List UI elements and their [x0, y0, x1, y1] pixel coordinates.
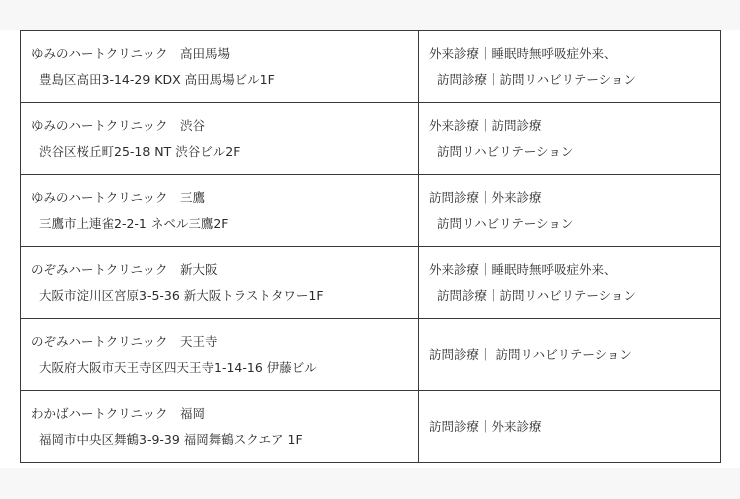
table-row: [21, 103, 721, 175]
clinic-cell: [21, 175, 419, 247]
clinic-name: のぞみハートクリニック 天王寺: [31, 333, 218, 349]
table-row: [21, 31, 721, 103]
services-line: 訪問リハビリテーション: [437, 143, 574, 159]
services-line: 訪問診療｜訪問リハビリテーション: [437, 71, 636, 87]
clinic-cell: [21, 319, 419, 391]
clinic-cell: [21, 103, 419, 175]
clinic-name: わかばハートクリニック 福岡: [31, 405, 206, 421]
services-line: 外来診療｜睡眠時無呼吸症外来、: [429, 45, 617, 61]
clinic-name: ゆみのハートクリニック 渋谷: [31, 117, 206, 133]
table-row: [21, 319, 721, 391]
services-line: 外来診療｜睡眠時無呼吸症外来、: [429, 261, 617, 277]
services-cell: [419, 31, 721, 103]
clinic-cell: [21, 391, 419, 463]
clinic-address: 三鷹市上連雀2-2-1 ネベル三鷹2F: [39, 215, 229, 231]
clinic-name: ゆみのハートクリニック 三鷹: [31, 189, 206, 205]
clinic-address: 大阪府大阪市天王寺区四天王寺1-14-16 伊藤ビル: [39, 359, 317, 375]
services-cell: [419, 103, 721, 175]
services-cell: [419, 319, 721, 391]
services-cell: [419, 247, 721, 319]
services-line: 訪問診療｜訪問リハビリテーション: [437, 287, 636, 303]
services-line: 訪問診療｜外来診療: [429, 418, 542, 434]
clinic-address: 豊島区高田3-14-29 KDX 高田馬場ビル1F: [39, 71, 275, 87]
clinic-table: [20, 30, 721, 463]
clinic-address: 大阪市淀川区宮原3-5-36 新大阪トラストタワー1F: [39, 287, 324, 303]
clinic-cell: [21, 247, 419, 319]
services-cell: [419, 175, 721, 247]
table-row: [21, 175, 721, 247]
clinic-cell: [21, 31, 419, 103]
services-line: 訪問診療｜ 訪問リハビリテーション: [429, 346, 632, 362]
clinic-name: のぞみハートクリニック 新大阪: [31, 261, 218, 277]
table-row: [21, 391, 721, 463]
table-row: [21, 247, 721, 319]
clinic-address: 福岡市中央区舞鶴3-9-39 福岡舞鶴スクエア 1F: [39, 431, 303, 447]
clinic-name: ゆみのハートクリニック 高田馬場: [31, 45, 231, 61]
services-cell: [419, 391, 721, 463]
clinic-address: 渋谷区桜丘町25-18 NT 渋谷ビル2F: [39, 143, 241, 159]
services-line: 外来診療｜訪問診療: [429, 117, 542, 133]
services-line: 訪問診療｜外来診療: [429, 189, 542, 205]
services-line: 訪問リハビリテーション: [437, 215, 574, 231]
